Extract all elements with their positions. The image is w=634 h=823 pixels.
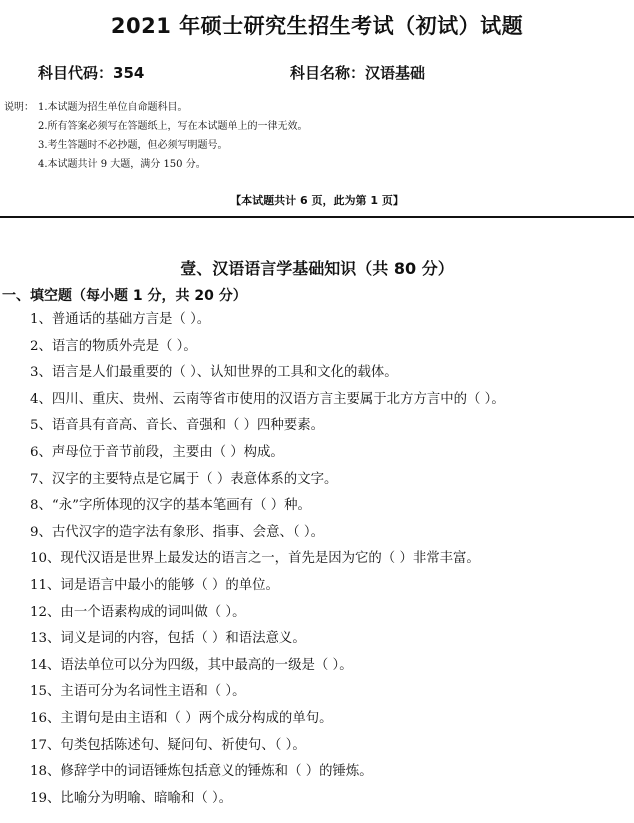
- subject-code: 科目代码：354: [38, 64, 145, 82]
- instruction-item: 1.本试题为招生单位自命题科目。: [38, 102, 188, 113]
- question-item: 14、语法单位可以分为四级，其中最高的一级是（ ）。: [30, 657, 353, 673]
- instruction-item: 4.本试题共计 9 大题，满分 150 分。: [38, 159, 206, 170]
- section-title: 壹、汉语语言学基础知识（共 80 分）: [180, 259, 454, 278]
- instructions-list: [38, 98, 308, 174]
- question-item: 7、汉字的主要特点是它属于（ ）表意体系的文字。: [30, 471, 338, 487]
- exam-title: 2021 年硕士研究生招生考试（初试）试题: [110, 14, 524, 38]
- page-indicator: 【本试题共计 6 页，此为第 1 页】: [230, 194, 404, 207]
- question-item: 2、语言的物质外壳是（ ）。: [30, 338, 197, 354]
- instruction-item: 2.所有答案必须写在答题纸上，写在本试题单上的一律无效。: [38, 121, 308, 132]
- question-item: 9、古代汉字的造字法有象形、指事、会意、（ ）。: [30, 524, 324, 540]
- question-item: 10、现代汉语是世界上最发达的语言之一，首先是因为它的（ ）非常丰富。: [30, 551, 480, 567]
- header-divider: [0, 216, 634, 218]
- question-item: 1、普通话的基础方言是（ ）。: [30, 312, 211, 327]
- question-list: [30, 307, 505, 812]
- subject-name: 科目名称：汉语基础: [290, 64, 426, 82]
- question-item: 3、语言是人们最重要的（ ）、认知世界的工具和文化的载体。: [30, 365, 398, 381]
- question-item: 12、由一个语素构成的词叫做（ ）。: [30, 604, 246, 620]
- question-item: 6、声母位于音节前段，主要由（ ）构成。: [30, 444, 284, 460]
- question-item: 4、四川、重庆、贵州、云南等省市使用的汉语方言主要属于北方方言中的（ ）。: [30, 391, 505, 407]
- question-item: 11、词是语言中最小的能够（ ）的单位。: [30, 577, 279, 593]
- question-item: 8、“永”字所体现的汉字的基本笔画有（ ）种。: [30, 498, 311, 514]
- instructions-label: 说明：: [4, 102, 34, 113]
- question-item: 5、语音具有音高、音长、音强和（ ）四种要素。: [30, 418, 324, 434]
- question-item: 13、词义是词的内容，包括（ ）和语法意义。: [30, 631, 306, 647]
- part-title: 一、填空题（每小题 1 分，共 20 分）: [2, 288, 247, 304]
- instruction-item: 3.考生答题时不必抄题，但必须写明题号。: [38, 140, 228, 151]
- question-item: 15、主语可分为名词性主语和（ ）。: [30, 684, 246, 700]
- question-item: 16、主谓句是由主语和（ ）两个成分构成的单句。: [30, 710, 333, 726]
- question-item: 18、修辞学中的词语锤炼包括意义的锤炼和（ ）的锤炼。: [30, 764, 373, 780]
- question-item: 19、比喻分为明喻、暗喻和（ ）。: [30, 790, 233, 806]
- question-item: 17、句类包括陈述句、疑问句、祈使句、（ ）。: [30, 737, 306, 753]
